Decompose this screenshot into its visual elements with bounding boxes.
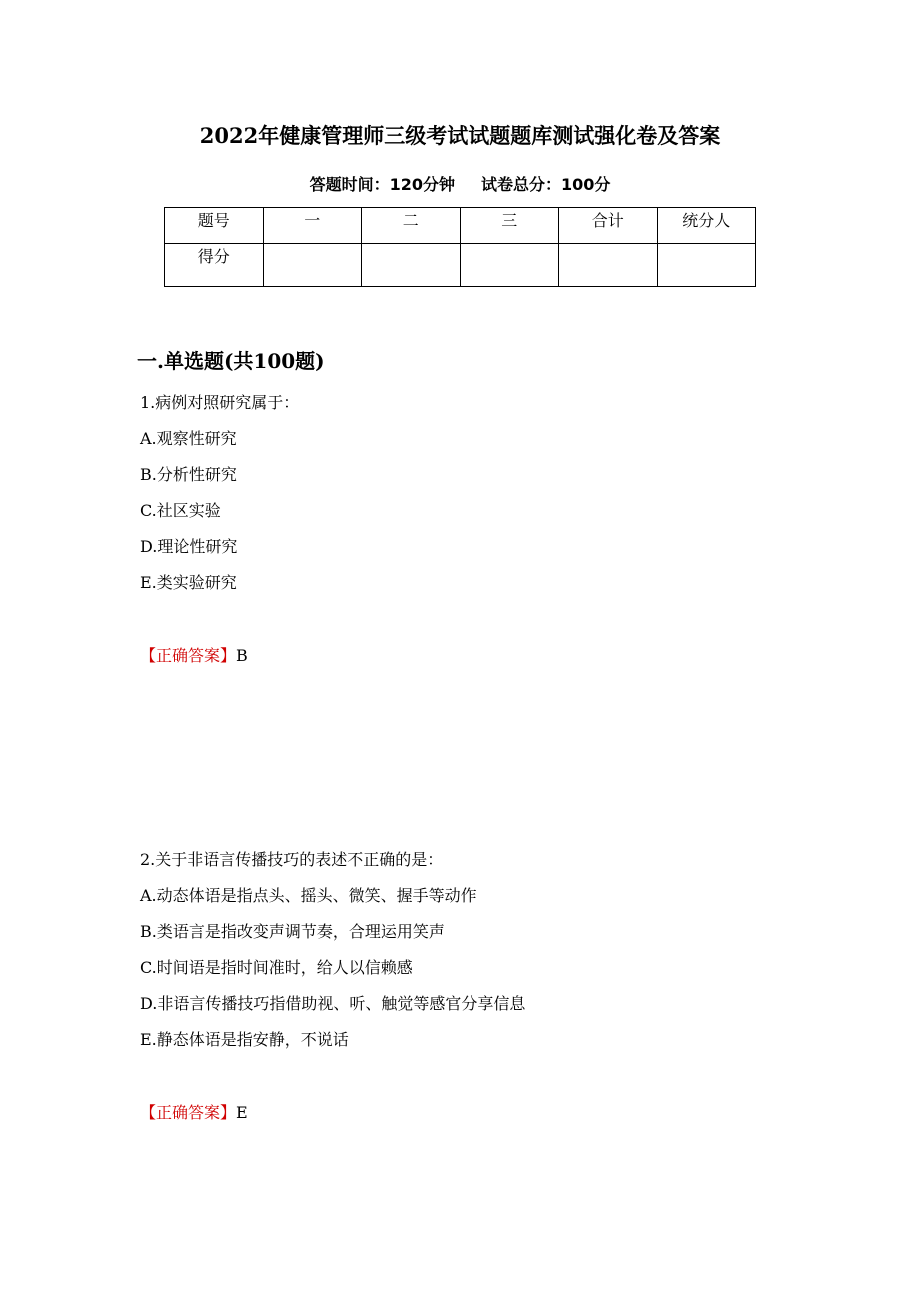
question-stem: 2.关于非语言传播技巧的表述不正确的是： xyxy=(140,850,444,869)
score-cell xyxy=(460,244,559,287)
document-title: 2022年健康管理师三级考试试题题库测试强化卷及答案 xyxy=(199,123,721,148)
option-d: D.理论性研究 xyxy=(140,537,238,556)
exam-time: 答题时间：120分钟 xyxy=(309,175,455,194)
score-table-header-cell: 统分人 xyxy=(657,208,756,244)
option-c: C.时间语是指时间准时，给人以信赖感 xyxy=(140,958,413,977)
option-b: B.分析性研究 xyxy=(140,465,237,484)
score-table-header-cell: 题号 xyxy=(165,208,264,244)
answer-label: 【正确答案】 xyxy=(140,646,237,665)
option-e: E.静态体语是指安静，不说话 xyxy=(140,1030,349,1049)
exam-meta xyxy=(0,174,920,196)
answer-line xyxy=(140,645,248,667)
score-table-header-cell: 一 xyxy=(263,208,362,244)
score-cell xyxy=(263,244,362,287)
option-b: B.类语言是指改变声调节奏，合理运用笑声 xyxy=(140,922,445,941)
section-title: 一.单选题(共100题) xyxy=(137,349,325,373)
score-table-header-cell: 合计 xyxy=(559,208,658,244)
score-table-header-row xyxy=(165,208,756,244)
score-table-header-cell: 二 xyxy=(362,208,461,244)
score-table-header-cell: 三 xyxy=(460,208,559,244)
exam-total-score: 试卷总分：100分 xyxy=(481,175,611,194)
question-stem: 1.病例对照研究属于： xyxy=(140,393,300,412)
answer-label: 【正确答案】 xyxy=(140,1103,237,1122)
option-a: A.动态体语是指点头、摇头、微笑、握手等动作 xyxy=(140,886,477,905)
score-cell xyxy=(559,244,658,287)
answer-value: E xyxy=(236,1103,248,1122)
option-c: C.社区实验 xyxy=(140,501,221,520)
answer-value: B xyxy=(236,646,248,665)
score-table-score-row xyxy=(165,244,756,287)
score-table xyxy=(164,207,756,287)
answer-line xyxy=(140,1102,248,1124)
score-row-label: 得分 xyxy=(165,244,264,287)
option-a: A.观察性研究 xyxy=(140,429,237,448)
score-cell xyxy=(657,244,756,287)
score-cell xyxy=(362,244,461,287)
option-e: E.类实验研究 xyxy=(140,573,237,592)
option-d: D.非语言传播技巧指借助视、听、触觉等感官分享信息 xyxy=(140,994,526,1013)
